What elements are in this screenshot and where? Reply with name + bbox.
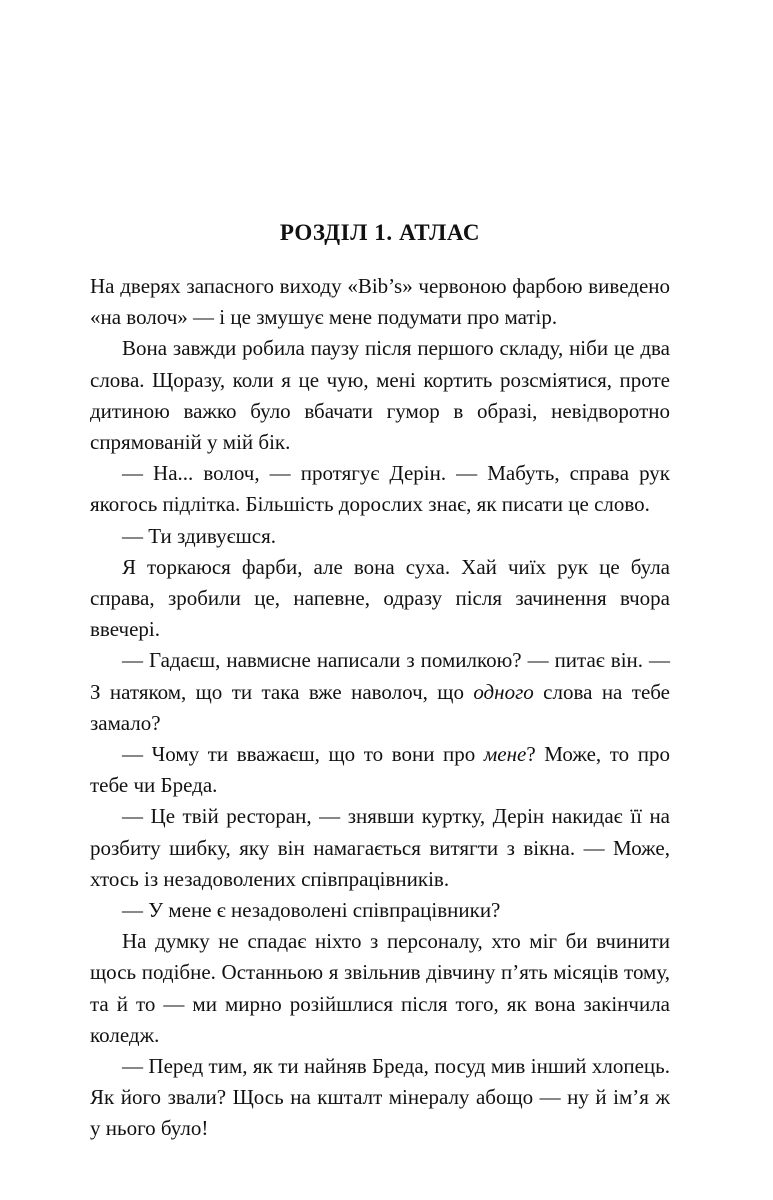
book-page [90, 218, 670, 1145]
paragraph-text: — На... волоч, — протягує Дерін. — Мабуть, справа рук якогось підлітка. Більшість дорослих знає, як писати це слово. [90, 461, 670, 517]
paragraph [90, 801, 670, 895]
paragraph-text: — Гадаєш, навмисне написали з помилкою? — питає він. — З натяком, що ти така вже наволоч, що [90, 648, 670, 704]
paragraph-text: слова на тебе замало? [90, 679, 670, 735]
paragraph [90, 333, 670, 458]
paragraph-text: Я торкаюся фарби, але вона суха. Хай чиїх рук це була справа, зробили це, напевне, одразу після зачинення вчора ввечері. [90, 554, 670, 642]
paragraph-text: — Чому ти вважаєш, що то вони про [122, 742, 484, 767]
paragraph [90, 739, 670, 801]
italic-text: одного [473, 679, 534, 704]
paragraph-text: На дверях запасного виходу «Bib’s» червоною фарбою виведено «на волоч» — і це змушує мене подумати про матір. [90, 274, 670, 330]
paragraph-text: — Це твій ресторан, — знявши куртку, Дерін накидає її на розбиту шибку, яку він намагається витягти з вікна. — Може, хтось із незадоволених співпрацівників. [90, 804, 670, 891]
paragraph [90, 926, 670, 1051]
paragraph-text: ? Може, то про тебе чи Бреда. [90, 742, 671, 798]
chapter-title: РОЗДІЛ 1. АТЛАС [279, 220, 481, 245]
paragraph-text: — У мене є незадоволені співпрацівники? [122, 898, 501, 923]
paragraph [90, 1051, 670, 1145]
italic-text: мене [483, 742, 527, 767]
paragraph-text: Вона завжди робила паузу після першого складу, ніби це два слова. Щоразу, коли я це чую, мені кортить розсміятися, проте дитиною важко було вбачати гумор в образі, невідворотно спрямованій у мій бік. [90, 336, 670, 455]
paragraph [90, 458, 670, 520]
paragraph [90, 552, 670, 646]
paragraph [90, 645, 670, 739]
paragraph-text: — Перед тим, як ти найняв Бреда, посуд мив інший хлопець. Як його звали? Щось на кшталт мінералу абощо — ну й ім’я ж у нього було! [90, 1054, 670, 1141]
paragraph [90, 271, 670, 333]
paragraph-text: — Ти здивуєшся. [122, 523, 276, 548]
paragraph-text: На думку не спадає ніхто з персоналу, хто міг би вчинити щось подібне. Останньою я звільнив дівчину п’ять місяців тому, та й то — ми мирно розійшлися після того, як вона закінчила коледж. [90, 929, 670, 1047]
chapter-body [90, 271, 670, 1145]
paragraph [90, 521, 670, 552]
paragraph [90, 895, 670, 926]
